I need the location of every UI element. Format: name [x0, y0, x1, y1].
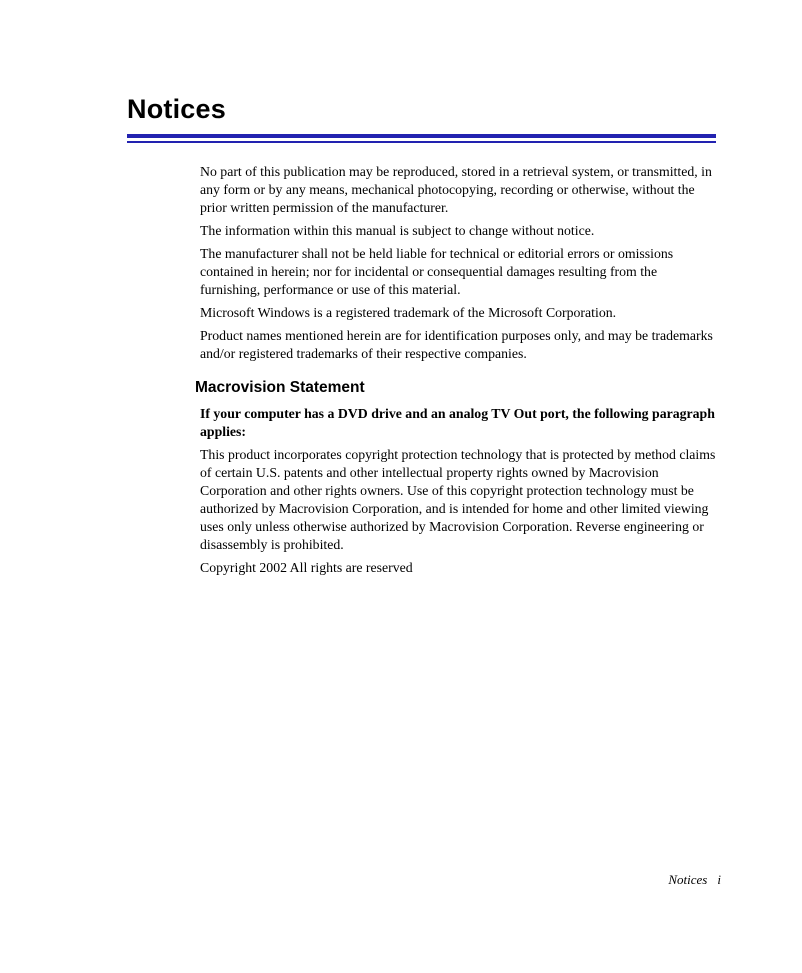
notice-paragraph: Product names mentioned herein are for identification purposes only, and may be trademarks and/or registered trademarks of their respective companies.	[200, 327, 713, 361]
page-title: Notices	[127, 94, 226, 124]
notice-paragraph: No part of this publication may be reproduced, stored in a retrieval system, or transmitted, in any form or by any means, mechanical photocopying, recording or otherwise, without the prior written permission of the manufacturer.	[200, 163, 712, 215]
macrovision-heading: Macrovision Statement	[195, 378, 365, 396]
notice-paragraph: Microsoft Windows is a registered trademark of the Microsoft Corporation.	[200, 304, 617, 320]
macrovision-lead: If your computer has a DVD drive and an analog TV Out port, the following paragraph applies:	[200, 406, 715, 440]
copyright-line: Copyright 2002 All rights are reserved	[200, 560, 413, 576]
footer-page-number: i	[717, 872, 721, 887]
notice-paragraph: The manufacturer shall not be held liable for technical or editorial errors or omissions contained in herein; nor for incidental or consequential damages resulting from the furnishing, performance or use of this material.	[200, 245, 674, 297]
macrovision-body: This product incorporates copyright protection technology that is protected by method claims of certain U.S. patents and other intellectual property rights owned by Macrovision Corporation and other rights owners. Use of this copyright protection technology must be authorized by Macrovision Corporation, and is intended for home and other limited viewing uses only unless otherwise authorized by Macrovision Corporation. Reverse engineering or disassembly is prohibited.	[200, 447, 716, 553]
notices-body	[195, 163, 716, 578]
page-footer	[668, 872, 721, 888]
notice-paragraph: The information within this manual is subject to change without notice.	[200, 222, 595, 238]
title-double-rule	[127, 134, 716, 143]
page-content	[127, 95, 716, 582]
footer-section-label: Notices	[668, 872, 708, 887]
